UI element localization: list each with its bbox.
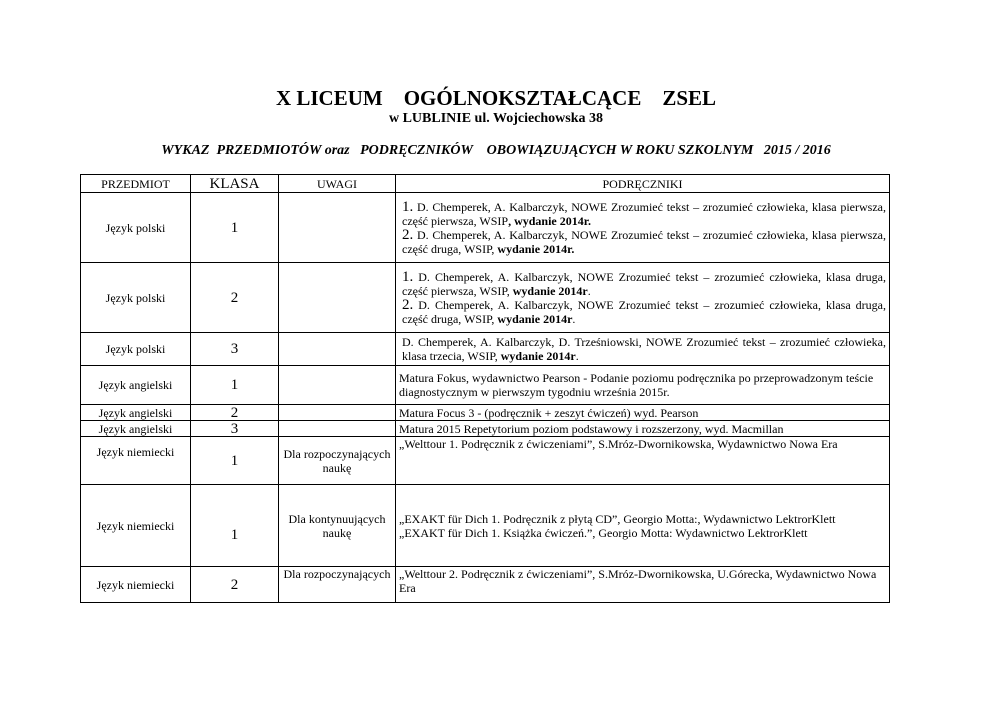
table-header-row [81, 175, 890, 193]
textbook-entry: 1. D. Chemperek, A. Kalbarczyk, NOWE Zrozumieć tekst – zrozumieć człowieka, klasa pierwsza, część pierwsza, WSIP, wydanie 2014r. [402, 198, 886, 228]
class-cell: 2 [191, 405, 279, 421]
subject-cell: Język angielski [81, 366, 191, 405]
textbooks-cell: D. Chemperek, A. Kalbarczyk, D. Trześniowski, NOWE Zrozumieć tekst – zrozumieć człowieka, klasa trzecia, WSIP, wydanie 2014r. [396, 333, 890, 366]
column-header-podreczniki: PODRĘCZNIKI [396, 175, 890, 193]
textbooks-cell: „Welttour 1. Podręcznik z ćwiczeniami”, S.Mróz-Dwornikowska, Wydawnictwo Nowa Era [396, 437, 890, 485]
subject-cell: Język niemiecki [81, 567, 191, 603]
school-title: X LICEUM OGÓLNOKSZTAŁCĄCE ZSEL [275, 86, 717, 110]
class-cell: 3 [191, 333, 279, 366]
class-cell: 2 [191, 567, 279, 603]
column-header-uwagi: UWAGI [279, 175, 396, 193]
class-cell: 1 [191, 193, 279, 263]
class-cell: 2 [191, 263, 279, 333]
textbooks-cell [396, 485, 890, 567]
class-cell: 1 [191, 485, 279, 567]
textbook-entry: „EXAKT für Dich 1. Książka ćwiczeń.”, Georgio Motta: Wydawnictwo LektrorKlett [399, 525, 808, 540]
class-cell: 3 [191, 421, 279, 437]
textbook-entry: „EXAKT für Dich 1. Podręcznik z płytą CD”, Georgio Motta:, Wydawnictwo LektrorKlett [399, 511, 836, 526]
subject-cell: Język niemiecki [81, 437, 191, 485]
notes-cell [279, 263, 396, 333]
notes-cell: Dla rozpoczynających [279, 567, 396, 603]
notes-cell [279, 405, 396, 421]
subject-cell: Język polski [81, 263, 191, 333]
subject-cell: Język polski [81, 193, 191, 263]
textbook-entry: 2. D. Chemperek, A. Kalbarczyk, NOWE Zrozumieć tekst – zrozumieć człowieka, klasa pierwsza, część druga, WSIP, wydanie 2014r. [402, 226, 886, 256]
subject-cell: Język niemiecki [81, 485, 191, 567]
subject-cell: Język polski [81, 333, 191, 366]
table-row [81, 567, 890, 603]
column-header-przedmiot: PRZEDMIOT [81, 175, 191, 193]
column-header-klasa: KLASA [191, 175, 279, 193]
class-cell: 1 [191, 366, 279, 405]
table-row [81, 263, 890, 333]
table-row [81, 366, 890, 405]
textbooks-cell: Matura Fokus, wydawnictwo Pearson - Podanie poziomu podręcznika po przeprowadzonym teście diagnostycznym w pierwszym tygodniu września 2015r. [396, 366, 890, 405]
document-subtitle: WYKAZ PRZEDMIOTÓW oraz PODRĘCZNIKÓW OBOWIĄZUJĄCYCH W ROKU SZKOLNYM 2015 / 2016 [161, 143, 831, 158]
textbooks-cell: „Welttour 2. Podręcznik z ćwiczeniami”, S.Mróz-Dwornikowska, U.Górecka, Wydawnictwo Nowa Era [396, 567, 890, 603]
table-row [81, 485, 890, 567]
textbooks-cell [396, 263, 890, 333]
textbook-entry: 2. D. Chemperek, A. Kalbarczyk, NOWE Zrozumieć tekst – zrozumieć człowieka, klasa druga, część druga, WSIP, wydanie 2014r. [402, 296, 886, 326]
notes-cell [279, 333, 396, 366]
notes-cell: Dla kontynuujących naukę [279, 485, 396, 567]
notes-cell [279, 421, 396, 437]
school-address: w LUBLINIE ul. Wojciechowska 38 [388, 111, 604, 126]
subject-cell: Język angielski [81, 405, 191, 421]
table-row [81, 333, 890, 366]
textbooks-cell: Matura Focus 3 - (podręcznik + zeszyt ćwiczeń) wyd. Pearson [396, 405, 890, 421]
table-row [81, 193, 890, 263]
textbooks-cell [396, 193, 890, 263]
class-cell: 1 [191, 437, 279, 485]
textbook-table [80, 174, 890, 603]
table-row [81, 405, 890, 421]
table-row [81, 421, 890, 437]
notes-cell [279, 193, 396, 263]
subject-cell: Język angielski [81, 421, 191, 437]
textbooks-cell: Matura 2015 Repetytorium poziom podstawowy i rozszerzony, wyd. Macmillan [396, 421, 890, 437]
notes-cell [279, 366, 396, 405]
textbook-entry: 1. D. Chemperek, A. Kalbarczyk, NOWE Zrozumieć tekst – zrozumieć człowieka, klasa druga, część pierwsza, WSIP, wydanie 2014r. [402, 268, 886, 298]
table-row [81, 437, 890, 485]
notes-cell: Dla rozpoczynających naukę [279, 437, 396, 485]
